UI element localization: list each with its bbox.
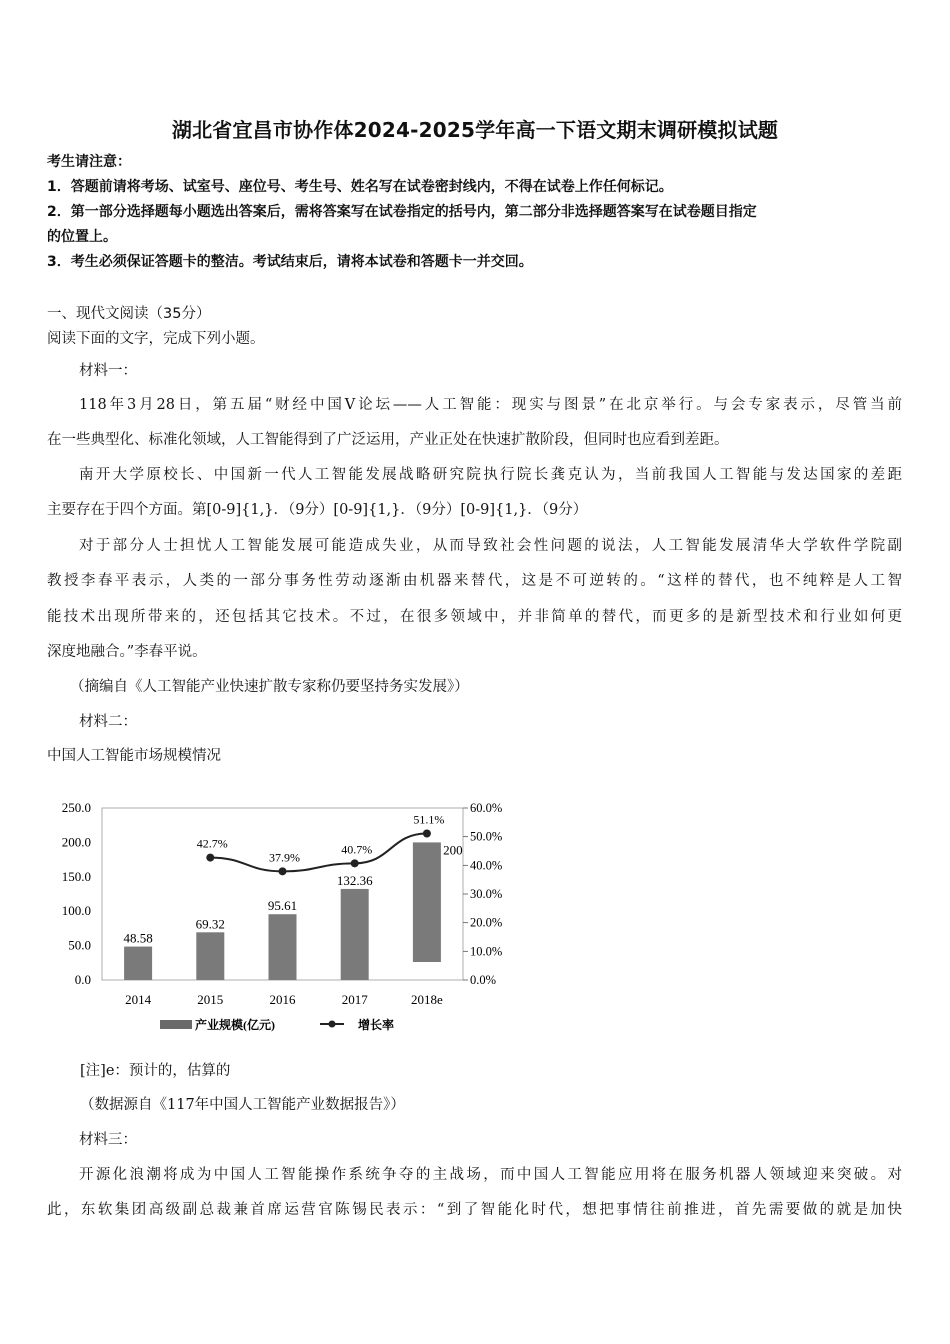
p1-line-2: 在一些典型化、标准化领域，人工智能得到了广泛运用，产业正处在快速扩散阶段，但同时也应看到差距。 [47,432,729,448]
source-1: （摘编自《人工智能产业快速扩散专家称仍要坚持务实发展》） [70,679,469,695]
right-tick-label: 30.0% [470,887,503,901]
growth-value-label: 42.7% [196,836,228,851]
chart-note: [注]e：预计的，估算的 [80,1063,231,1079]
notice-item-3: 3．考生必须保证答题卡的整洁。考试结束后，请将本试卷和答题卡一并交回。 [47,254,533,270]
p3-line-1: 对于部分人士担忧人工智能发展可能造成失业，从而导致社会性问题的说法，人工智能发展清华大学软件学院副 [79,538,902,554]
p3-line-3: 能技术出现所带来的，还包括其它技术。不过，在很多领域中，并非简单的替代，而更多的是新型技术和行业如何更 [47,609,902,625]
growth-value-label: 40.7% [341,842,373,857]
market-size-chart [40,790,540,1040]
bar-value-label: 69.32 [195,916,225,932]
material1-label: 材料一： [79,363,137,379]
bar-2015 [196,932,224,980]
p3-line-2: 教授李春平表示，人类的一部分事务性劳动逐渐由机器来替代，这是不可逆转的。“这样的替代，也不纯粹是人工智 [47,573,902,589]
material3-label: 材料三： [79,1132,137,1148]
bar-2016 [269,914,297,980]
p3-line-4: 深度地融合。”李春平说。 [47,644,207,660]
p2-line-1: 南开大学原校长、中国新一代人工智能发展战略研究院执行院长龚克认为，当前我国人工智能与发达国家的差距 [79,467,902,483]
growth-point-2018e [423,830,431,838]
legend-bar-label: 产业规模(亿元) [195,1018,275,1032]
legend-bar-swatch [160,1020,192,1029]
x-tick-label: 2016 [269,992,296,1007]
right-tick-label: 0.0% [470,973,497,987]
growth-point-2016 [279,867,287,875]
notice-item-1: 1．答题前请将考场、试室号、座位号、考生号、姓名写在试卷密封线内，不得在试卷上作任何标记。 [47,179,673,195]
right-tick-label: 60.0% [470,801,503,815]
notice-heading: 考生请注意： [47,154,131,170]
p2-line-2: 主要存在于四个方面。第[0-9]{1,}．（9分）[0-9]{1,}．（9分）[0-9]{1,}．（9分） [47,502,588,518]
p1-line-1: 118年3月28日，第五届“财经中国Ⅴ论坛——人工智能：现实与图景”在北京举行。与会专家表示，尽管当前 [79,397,902,413]
exam-title: 湖北省宜昌市协作体2024-2025学年高一下语文期末调研模拟试题 [171,118,779,142]
left-tick-label: 250.0 [61,800,91,815]
source-2: （数据源自《117年中国人工智能产业数据报告》） [80,1097,405,1113]
left-tick-label: 100.0 [61,903,91,919]
x-tick-label: 2014 [125,992,152,1007]
left-tick-label: 200.0 [61,834,91,850]
bar-value-label: 132.36 [336,872,373,888]
section-heading: 一、现代文阅读（35分） [47,306,211,322]
p4-line-1: 开源化浪潮将成为中国人工智能操作系统争夺的主战场，而中国人工智能应用将在服务机器人领域迎来突破。对 [79,1167,902,1183]
p4-line-2: 此，东软集团高级副总裁兼首席运营官陈锡民表示：“到了智能化时代，想把事情往前推进，首先需要做的就是加快 [47,1202,902,1218]
right-tick-label: 10.0% [470,944,503,959]
left-tick-label: 0.0 [74,972,91,987]
x-tick-label: 2017 [341,992,368,1007]
left-tick-label: 50.0 [68,937,91,953]
material2-label: 材料二： [79,714,137,730]
legend-line-label: 增长率 [358,1018,395,1032]
bar-value-label: 95.61 [267,898,298,914]
x-tick-label: 2018e [411,992,443,1007]
growth-rate-line [210,834,427,872]
growth-point-2017 [351,859,359,867]
bar-2017 [341,889,369,980]
chart-caption: 中国人工智能市场规模情况 [47,748,221,764]
growth-point-2015 [206,854,214,862]
left-tick-label: 150.0 [61,868,91,884]
right-tick-label: 50.0% [470,829,503,844]
bar-2014 [124,947,152,980]
growth-value-label: 37.9% [269,850,300,865]
bar-value-label: 48.58 [123,930,153,946]
x-tick-label: 2015 [197,992,224,1007]
section-instruction: 阅读下面的文字，完成下列小题。 [47,331,265,347]
bar-2018e [413,842,441,962]
bar-value-label: 200 [443,842,463,858]
growth-value-label: 51.1% [413,812,445,827]
legend-line-marker [329,1021,336,1028]
right-tick-label: 40.0% [470,858,503,873]
right-tick-label: 20.0% [470,915,503,930]
notice-item-2: 2．第一部分选择题每小题选出答案后，需将答案写在试卷指定的括号内，第二部分非选择题答案写在试卷题目指定 [47,204,757,220]
notice-item-2-cont: 的位置上。 [47,229,117,245]
